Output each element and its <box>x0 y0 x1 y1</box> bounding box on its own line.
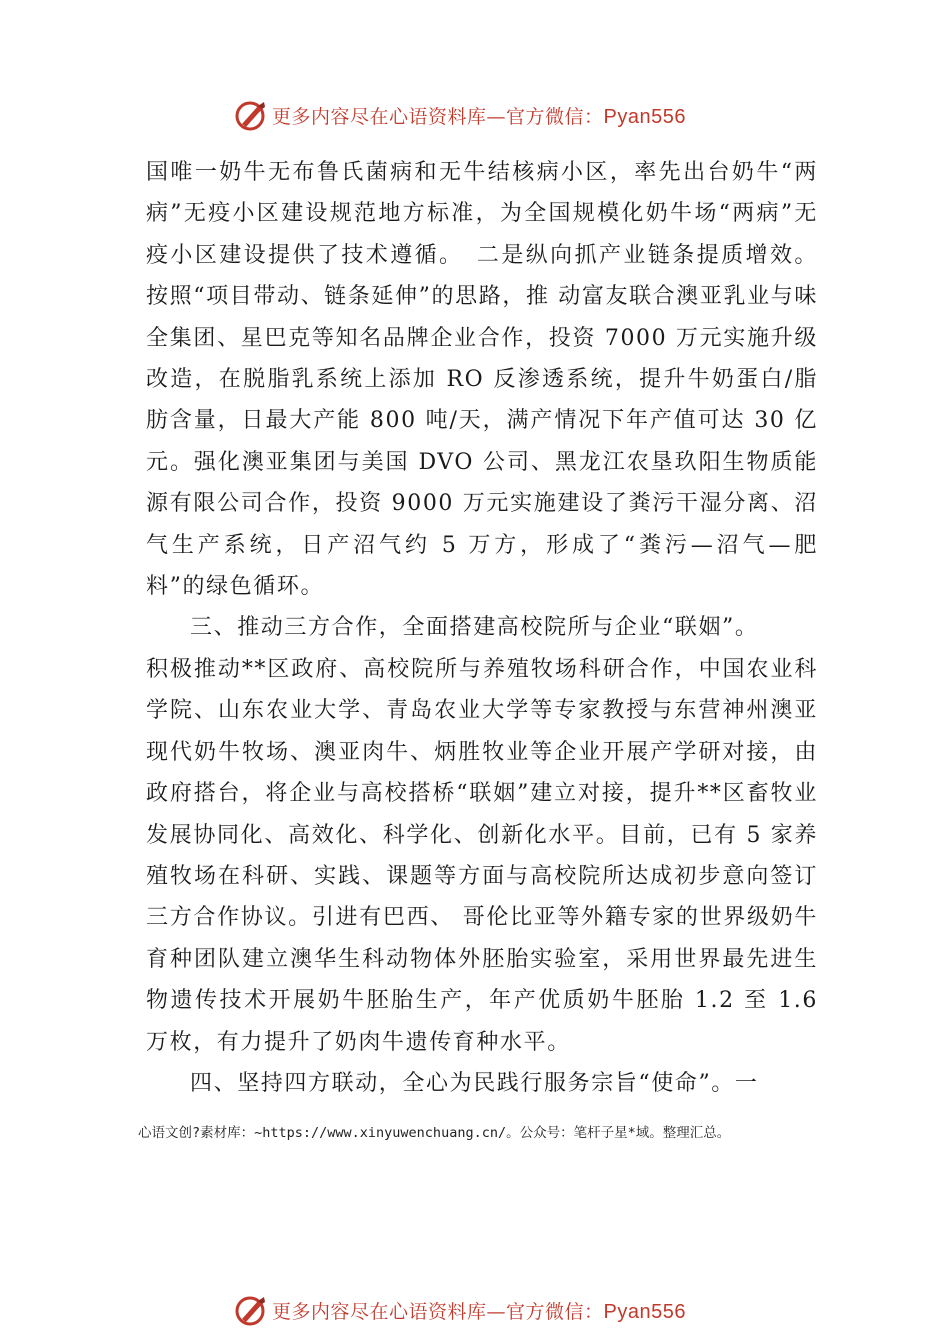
pen-circle-logo-icon <box>234 98 268 132</box>
footer-banner-wechat-id: Pyan556 <box>603 1300 686 1323</box>
footer-banner-separator: — <box>486 1300 507 1323</box>
banner-wechat-id: Pyan556 <box>603 105 686 128</box>
document-body <box>146 152 818 1104</box>
section-heading-three: 三、推动三方合作，全面搭建高校院所与企业“联姻”。 <box>190 615 759 641</box>
pen-circle-logo-icon <box>234 1293 268 1327</box>
header-banner <box>0 95 950 135</box>
paragraph-three-body: 积极推动**区政府、高校院所与养殖牧场科研合作，中国农业科学院、山东农业大学、青岛农业大学等专家教授与东营神州澳亚现代奶牛牧场、澳亚肉牛、炳胜牧业等企业开展产学研对接，由政府搭台，将企业与高校搭桥“联姻”建立对接，提升**区畜牧业发展协同化、高效化、科学化、创新化水平。目前，已有 5 家养殖牧场在科研、实践、课题等方面与高校院所达成初步意向签订三方合作协议。引进有巴西、 哥伦比亚等外籍专家的世界级奶牛育种团队建立澳华生科动物体外胚胎实验室，采用世界最先进生物遗传技术开展奶牛胚胎生产，年产优质奶牛胚胎 1.2 至 1.6 万枚，有力提升了奶肉牛遗传育种水平。 <box>146 656 818 1055</box>
paragraph-continuation: 国唯一奶牛无布鲁氏菌病和无牛结核病小区，率先出台奶牛“两病”无疫小区建设规范地方标准，为全国规模化奶牛场“两病”无疫小区建设提供了技术遵循。 二是纵向抓产业链条提质增效。按照“项目带动、链条延伸”的思路，推 动富友联合澳亚乳业与味全集团、星巴克等知名品牌企业合作，投资 7000 万元实施升级改造，在脱脂乳系统上添加 RO 反渗透系统，提升牛奶蛋白/脂肪含量，日最大产能 800 吨/天，满产情况下年产值可达 30 亿元。强化澳亚集团与美国 DVO 公司、黑龙江农垦玖阳生物质能源有限公司合作，投资 9000 万元实施建设了粪污干湿分离、沼气生产系统，日产沼气约 5 万方，形成了“粪污—沼气—肥料”的绿色循环。 <box>146 160 818 600</box>
banner-wechat-label: 官方微信： <box>506 105 604 128</box>
footnote: 心语文创?素材库：~https://www.xinyuwenchuang.cn/。公众号：笔杆子星*域。整理汇总。 <box>138 1125 731 1141</box>
footer-banner <box>0 1290 950 1330</box>
banner-title: 更多内容尽在心语资料库 <box>272 105 487 128</box>
footer-banner-title: 更多内容尽在心语资料库 <box>272 1300 487 1323</box>
footer-banner-wechat-label: 官方微信： <box>506 1300 604 1323</box>
banner-separator: — <box>486 105 507 128</box>
section-heading-four: 四、坚持四方联动，全心为民践行服务宗旨“使命”。一 <box>190 1070 759 1096</box>
